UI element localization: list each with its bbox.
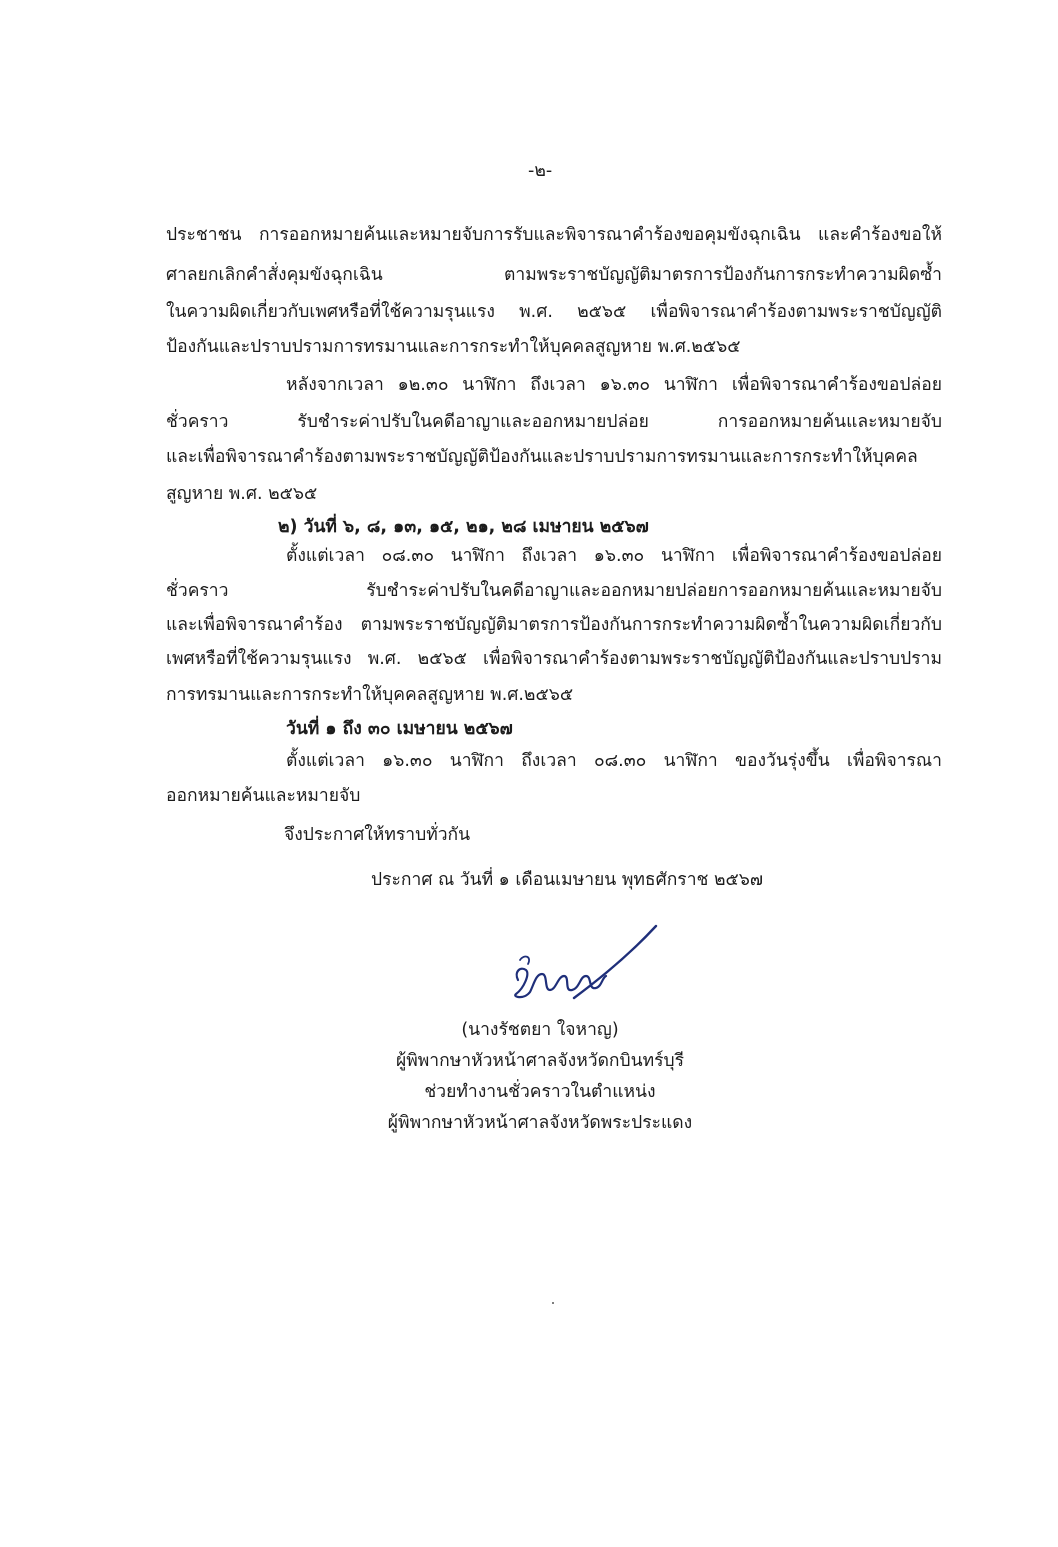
announcement-date: ประกาศ ณ วันที่ ๑ เดือนเมษายน พุทธศักราช ๒๕๖๗	[371, 870, 764, 890]
section-2-line: การทรมานและการกระทำให้บุคคลสูญหาย พ.ศ.๒๕๖๕	[166, 685, 574, 705]
signer-block	[330, 1015, 750, 1139]
handwritten-signature	[506, 918, 666, 1012]
section-2-line: ชั่วคราว รับชำระค่าปรับในคดีอาญาและออกหมายปล่อยการออกหมายค้นและหมายจับ	[166, 581, 942, 601]
paragraph-2-line: และเพื่อพิจารณาคำร้องตามพระราชบัญญัติป้องกันและปราบปรามการทรมานและการกระทำให้บุคคล	[166, 447, 918, 467]
signer-title-line-2: ช่วยทำงานชั่วคราวในตำแหน่ง	[424, 1082, 656, 1102]
signer-title-line-1: ผู้พิพากษาหัวหน้าศาลจังหวัดกบินทร์บุรี	[395, 1051, 685, 1071]
paragraph-1-line: ป้องกันและปราบปรามการทรมานและการกระทำให้บุคคลสูญหาย พ.ศ.๒๕๖๕	[166, 337, 741, 357]
section-3-line: ออกหมายค้นและหมายจับ	[166, 786, 361, 806]
paragraph-1-line: ประชาชน การออกหมายค้นและหมายจับการรับและพิจารณาคำร้องขอคุมขังฉุกเฉิน และคำร้องขอให้	[166, 225, 942, 245]
closing-statement: จึงประกาศให้ทราบทั่วกัน	[284, 825, 471, 845]
paragraph-1-line: ศาลยกเลิกคำสั่งคุมขังฉุกเฉิน ตามพระราชบัญญัติมาตรการป้องกันการกระทำความผิดซ้ำ	[166, 265, 942, 285]
paragraph-1-line: ในความผิดเกี่ยวกับเพศหรือที่ใช้ความรุนแรง พ.ศ. ๒๕๖๕ เพื่อพิจารณาคำร้องตามพระราชบัญญัติ	[166, 302, 942, 322]
signer-title-line-3: ผู้พิพากษาหัวหน้าศาลจังหวัดพระประแดง	[387, 1113, 693, 1133]
section-2-heading: ๒) วันที่ ๖, ๘, ๑๓, ๑๕, ๒๑, ๒๘ เมษายน ๒๕๖๗	[278, 517, 649, 537]
paragraph-2-line: สูญหาย พ.ศ. ๒๕๖๕	[166, 484, 318, 504]
section-2-line: ตั้งแต่เวลา ๐๘.๓๐ นาฬิกา ถึงเวลา ๑๖.๓๐ นาฬิกา เพื่อพิจารณาคำร้องขอปล่อย	[286, 546, 942, 566]
section-2-line: และเพื่อพิจารณาคำร้อง ตามพระราชบัญญัติมาตรการป้องกันการกระทำความผิดซ้ำในความผิดเกี่ยวกับ	[166, 615, 942, 635]
paragraph-2-line: หลังจากเวลา ๑๒.๓๐ นาฬิกา ถึงเวลา ๑๖.๓๐ นาฬิกา เพื่อพิจารณาคำร้องขอปล่อย	[286, 375, 942, 395]
section-3-line: ตั้งแต่เวลา ๑๖.๓๐ นาฬิกา ถึงเวลา ๐๘.๓๐ นาฬิกา ของวันรุ่งขึ้น เพื่อพิจารณา	[286, 751, 942, 771]
stray-dot	[552, 1302, 554, 1304]
section-2-line: เพศหรือที่ใช้ความรุนแรง พ.ศ. ๒๕๖๕ เพื่อพิจารณาคำร้องตามพระราชบัญญัติป้องกันและปราบปราม	[166, 649, 942, 669]
paragraph-2-line: ชั่วคราว รับชำระค่าปรับในคดีอาญาและออกหมายปล่อย การออกหมายค้นและหมายจับ	[166, 412, 942, 432]
page-number: -๒-	[528, 161, 553, 181]
section-3-heading: วันที่ ๑ ถึง ๓๐ เมษายน ๒๕๖๗	[286, 719, 513, 739]
signer-name: (นางรัชตยา ใจหาญ)	[461, 1020, 619, 1040]
